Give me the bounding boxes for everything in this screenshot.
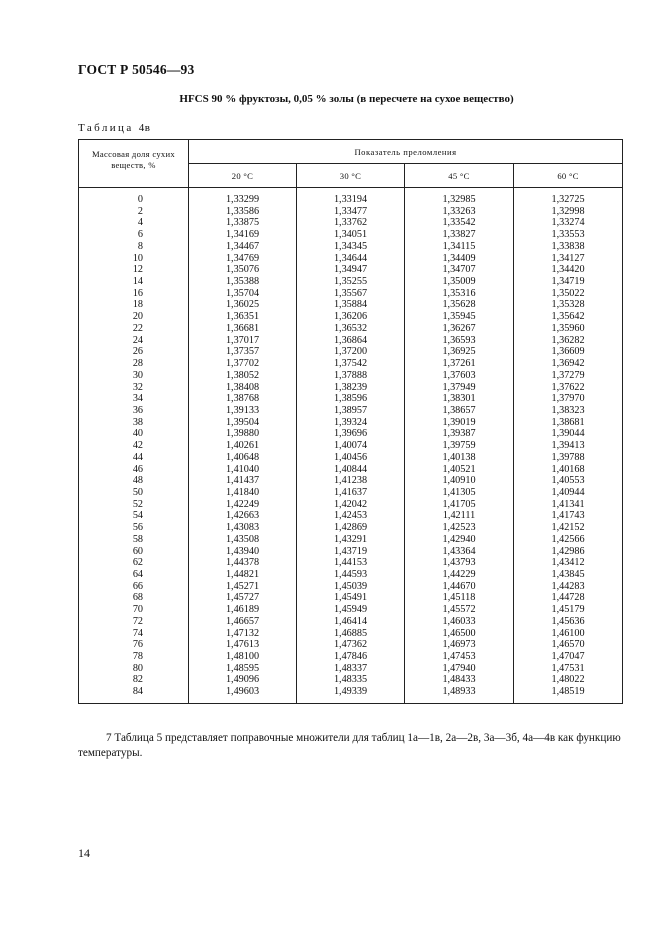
refractive-index-cell: 1,34169 (189, 229, 297, 241)
mass-fraction-cell: 54 (79, 510, 189, 522)
refractive-index-cell: 1,39413 (514, 440, 623, 452)
mass-fraction-cell: 40 (79, 428, 189, 440)
mass-fraction-cell: 16 (79, 288, 189, 300)
refractive-index-header: Показатель преломления (189, 140, 623, 164)
table-row (79, 288, 623, 300)
mass-fraction-cell: 44 (79, 452, 189, 464)
refractive-index-cell: 1,43719 (297, 546, 405, 558)
refractive-index-cell: 1,35316 (405, 288, 514, 300)
refractive-index-cell: 1,33263 (405, 206, 514, 218)
refractive-index-cell: 1,37279 (514, 370, 623, 382)
refractive-index-cell: 1,33762 (297, 217, 405, 229)
table-row (79, 651, 623, 663)
mass-fraction-cell: 4 (79, 217, 189, 229)
table-row (79, 546, 623, 558)
refractive-index-cell: 1,34051 (297, 229, 405, 241)
table-row (79, 417, 623, 429)
refractive-index-cell: 1,47846 (297, 651, 405, 663)
table-row (79, 323, 623, 335)
refractive-index-cell: 1,37970 (514, 393, 623, 405)
page-number: 14 (78, 846, 90, 860)
refractive-index-cell: 1,39019 (405, 417, 514, 429)
mass-fraction-cell: 26 (79, 346, 189, 358)
refractive-index-cell: 1,42566 (514, 534, 623, 546)
refractive-index-cell: 1,37542 (297, 358, 405, 370)
refractive-index-cell: 1,36267 (405, 323, 514, 335)
refractive-index-cell: 1,41437 (189, 475, 297, 487)
refractive-index-cell: 1,38323 (514, 405, 623, 417)
refractive-index-cell: 1,34409 (405, 253, 514, 265)
refractive-index-cell: 1,34707 (405, 264, 514, 276)
table-row (79, 616, 623, 628)
table-row (79, 592, 623, 604)
table-row (79, 499, 623, 511)
refractive-index-cell: 1,48337 (297, 663, 405, 675)
refractive-index-cell: 1,37017 (189, 335, 297, 347)
mass-fraction-cell: 46 (79, 464, 189, 476)
mass-fraction-cell: 58 (79, 534, 189, 546)
table-row (79, 405, 623, 417)
mass-fraction-cell: 76 (79, 639, 189, 651)
note-paragraph (78, 731, 626, 760)
refractive-index-cell: 1,42152 (514, 522, 623, 534)
refractive-index-cell: 1,38052 (189, 370, 297, 382)
refractive-index-cell: 1,48519 (514, 686, 623, 703)
refractive-index-cell: 1,37603 (405, 370, 514, 382)
refractive-index-cell: 1,40844 (297, 464, 405, 476)
table-row (79, 534, 623, 546)
temp-header-60: 60 °С (514, 164, 623, 188)
mass-fraction-cell: 28 (79, 358, 189, 370)
refractive-index-cell: 1,38408 (189, 382, 297, 394)
refractive-index-cell: 1,38768 (189, 393, 297, 405)
refractive-index-cell: 1,47047 (514, 651, 623, 663)
refractive-index-cell: 1,33838 (514, 241, 623, 253)
mass-fraction-cell: 64 (79, 569, 189, 581)
refractive-index-cell: 1,49603 (189, 686, 297, 703)
table-row (79, 358, 623, 370)
refractive-index-cell: 1,37622 (514, 382, 623, 394)
refractive-index-cell: 1,45572 (405, 604, 514, 616)
refractive-index-cell: 1,44229 (405, 569, 514, 581)
refractive-index-cell: 1,44593 (297, 569, 405, 581)
refractive-index-cell: 1,45039 (297, 581, 405, 593)
refractive-index-cell: 1,44283 (514, 581, 623, 593)
mass-fraction-cell: 10 (79, 253, 189, 265)
refractive-index-cell: 1,40456 (297, 452, 405, 464)
mass-fraction-cell: 66 (79, 581, 189, 593)
refractive-index-cell: 1,39324 (297, 417, 405, 429)
refractive-index-cell: 1,35704 (189, 288, 297, 300)
table-row (79, 346, 623, 358)
table-row (79, 206, 623, 218)
refractive-index-cell: 1,48335 (297, 674, 405, 686)
table-row (79, 253, 623, 265)
refractive-index-cell: 1,44378 (189, 557, 297, 569)
refractive-index-cell: 1,42111 (405, 510, 514, 522)
refractive-index-cell: 1,46885 (297, 628, 405, 640)
refractive-index-cell: 1,40138 (405, 452, 514, 464)
refractive-index-cell: 1,39696 (297, 428, 405, 440)
refractive-index-cell: 1,44153 (297, 557, 405, 569)
refractive-index-cell: 1,35388 (189, 276, 297, 288)
refractive-index-cell: 1,41305 (405, 487, 514, 499)
mass-fraction-cell: 30 (79, 370, 189, 382)
mass-fraction-cell: 6 (79, 229, 189, 241)
mass-fraction-cell: 12 (79, 264, 189, 276)
refractive-index-cell: 1,40944 (514, 487, 623, 499)
refractive-index-cell: 1,36351 (189, 311, 297, 323)
mass-fraction-cell: 80 (79, 663, 189, 675)
table-row (79, 569, 623, 581)
refractive-index-cell: 1,42986 (514, 546, 623, 558)
refractive-index-cell: 1,40910 (405, 475, 514, 487)
refractive-index-cell: 1,32985 (405, 188, 514, 206)
refractive-index-cell: 1,36609 (514, 346, 623, 358)
refractive-index-cell: 1,40648 (189, 452, 297, 464)
table-row (79, 428, 623, 440)
refractive-index-cell: 1,37200 (297, 346, 405, 358)
table-row (79, 299, 623, 311)
mass-fraction-cell: 0 (79, 188, 189, 206)
refractive-index-cell: 1,46570 (514, 639, 623, 651)
table-row (79, 393, 623, 405)
table-row (79, 464, 623, 476)
refractive-index-cell: 1,34644 (297, 253, 405, 265)
table-row (79, 663, 623, 675)
table-row (79, 188, 623, 206)
refractive-index-cell: 1,33299 (189, 188, 297, 206)
refractive-index-cell: 1,42249 (189, 499, 297, 511)
refractive-index-cell: 1,43940 (189, 546, 297, 558)
refractive-index-cell: 1,37888 (297, 370, 405, 382)
refractive-index-cell: 1,48100 (189, 651, 297, 663)
table-row (79, 229, 623, 241)
refractive-index-cell: 1,35328 (514, 299, 623, 311)
refractive-index-cell: 1,46414 (297, 616, 405, 628)
refractive-index-cell: 1,33553 (514, 229, 623, 241)
refractive-index-cell: 1,48433 (405, 674, 514, 686)
mass-fraction-cell: 42 (79, 440, 189, 452)
refractive-index-cell: 1,40553 (514, 475, 623, 487)
refractive-index-cell: 1,45179 (514, 604, 623, 616)
refractive-index-cell: 1,46033 (405, 616, 514, 628)
refractive-index-cell: 1,46973 (405, 639, 514, 651)
temp-header-45: 45 °С (405, 164, 514, 188)
refractive-index-cell: 1,46657 (189, 616, 297, 628)
refractive-index-cell: 1,36206 (297, 311, 405, 323)
refractive-index-cell: 1,49339 (297, 686, 405, 703)
refractive-index-cell: 1,34719 (514, 276, 623, 288)
mass-fraction-header: Массовая доля сухих веществ, % (79, 140, 189, 188)
table-label-word: Таблица (78, 122, 134, 134)
table-row (79, 581, 623, 593)
refractive-index-cell: 1,35076 (189, 264, 297, 276)
mass-fraction-cell: 24 (79, 335, 189, 347)
mass-fraction-cell: 52 (79, 499, 189, 511)
table-row (79, 276, 623, 288)
refractive-index-cell: 1,33827 (405, 229, 514, 241)
refractive-index-cell: 1,32998 (514, 206, 623, 218)
refractive-index-cell: 1,35255 (297, 276, 405, 288)
refractive-index-cell: 1,39880 (189, 428, 297, 440)
refractive-index-cell: 1,41040 (189, 464, 297, 476)
refractive-index-cell: 1,43083 (189, 522, 297, 534)
refractive-index-cell: 1,34467 (189, 241, 297, 253)
refractive-index-cell: 1,36864 (297, 335, 405, 347)
refractive-index-cell: 1,34115 (405, 241, 514, 253)
mass-fraction-cell: 82 (79, 674, 189, 686)
refractive-index-cell: 1,35022 (514, 288, 623, 300)
refractive-index-cell: 1,35945 (405, 311, 514, 323)
refractive-index-cell: 1,42453 (297, 510, 405, 522)
refractive-index-cell: 1,33477 (297, 206, 405, 218)
refractive-index-cell: 1,41238 (297, 475, 405, 487)
mass-fraction-cell: 14 (79, 276, 189, 288)
refractive-index-cell: 1,33875 (189, 217, 297, 229)
refractive-index-cell: 1,33586 (189, 206, 297, 218)
refraction-table (78, 139, 623, 704)
refractive-index-cell: 1,37357 (189, 346, 297, 358)
refractive-index-cell: 1,39044 (514, 428, 623, 440)
refractive-index-cell: 1,34420 (514, 264, 623, 276)
mass-fraction-cell: 22 (79, 323, 189, 335)
refractive-index-cell: 1,43793 (405, 557, 514, 569)
table-row (79, 604, 623, 616)
refractive-index-cell: 1,42523 (405, 522, 514, 534)
refractive-index-cell: 1,38957 (297, 405, 405, 417)
table-row (79, 217, 623, 229)
refractive-index-cell: 1,33542 (405, 217, 514, 229)
refractive-index-cell: 1,35009 (405, 276, 514, 288)
mass-fraction-cell: 72 (79, 616, 189, 628)
refractive-index-cell: 1,45727 (189, 592, 297, 604)
refractive-index-cell: 1,41743 (514, 510, 623, 522)
table-row (79, 335, 623, 347)
refractive-index-cell: 1,39387 (405, 428, 514, 440)
mass-fraction-cell: 18 (79, 299, 189, 311)
refractive-index-cell: 1,48933 (405, 686, 514, 703)
refractive-index-cell: 1,34947 (297, 264, 405, 276)
refractive-index-cell: 1,34345 (297, 241, 405, 253)
refractive-index-cell: 1,36942 (514, 358, 623, 370)
refractive-index-cell: 1,47531 (514, 663, 623, 675)
refractive-index-cell: 1,36532 (297, 323, 405, 335)
refractive-index-cell: 1,45118 (405, 592, 514, 604)
refractive-index-cell: 1,43364 (405, 546, 514, 558)
refractive-index-cell: 1,37702 (189, 358, 297, 370)
refractive-index-cell: 1,34769 (189, 253, 297, 265)
mass-fraction-cell: 50 (79, 487, 189, 499)
refractive-index-cell: 1,36681 (189, 323, 297, 335)
refractive-index-cell: 1,46189 (189, 604, 297, 616)
refractive-index-cell: 1,34127 (514, 253, 623, 265)
refractive-index-cell: 1,40521 (405, 464, 514, 476)
refractive-index-cell: 1,37261 (405, 358, 514, 370)
mass-fraction-cell: 62 (79, 557, 189, 569)
table-subtitle-text: HFCS 90 % фруктозы, 0,05 % золы (в пересчете на сухое вещество) (179, 93, 514, 105)
refractive-index-cell: 1,39788 (514, 452, 623, 464)
refractive-index-cell: 1,45271 (189, 581, 297, 593)
table-row (79, 557, 623, 569)
refractive-index-cell: 1,45949 (297, 604, 405, 616)
refractive-index-cell: 1,46100 (514, 628, 623, 640)
table-row (79, 370, 623, 382)
mass-fraction-cell: 8 (79, 241, 189, 253)
table-row (79, 639, 623, 651)
mass-fraction-cell: 34 (79, 393, 189, 405)
refractive-index-cell: 1,43412 (514, 557, 623, 569)
table-subtitle (0, 93, 661, 105)
mass-fraction-cell: 68 (79, 592, 189, 604)
refractive-index-cell: 1,44728 (514, 592, 623, 604)
table-row (79, 241, 623, 253)
refractive-index-cell: 1,41341 (514, 499, 623, 511)
mass-fraction-cell: 36 (79, 405, 189, 417)
refractive-index-cell: 1,38681 (514, 417, 623, 429)
refractive-index-cell: 1,41637 (297, 487, 405, 499)
mass-fraction-cell: 74 (79, 628, 189, 640)
mass-fraction-cell: 2 (79, 206, 189, 218)
refractive-index-cell: 1,42663 (189, 510, 297, 522)
table-row (79, 311, 623, 323)
refractive-index-cell: 1,36925 (405, 346, 514, 358)
mass-fraction-cell: 78 (79, 651, 189, 663)
refractive-index-cell: 1,40074 (297, 440, 405, 452)
refractive-index-cell: 1,40168 (514, 464, 623, 476)
mass-fraction-cell: 56 (79, 522, 189, 534)
refractive-index-cell: 1,48022 (514, 674, 623, 686)
mass-fraction-cell: 48 (79, 475, 189, 487)
refractive-index-cell: 1,33194 (297, 188, 405, 206)
document-header: ГОСТ Р 50546—93 (78, 62, 195, 77)
refractive-index-cell: 1,47132 (189, 628, 297, 640)
refractive-index-cell: 1,46500 (405, 628, 514, 640)
mass-fraction-cell: 20 (79, 311, 189, 323)
mass-fraction-cell: 32 (79, 382, 189, 394)
table-row (79, 264, 623, 276)
refractive-index-cell: 1,36593 (405, 335, 514, 347)
refractive-index-cell: 1,38239 (297, 382, 405, 394)
refractive-index-cell: 1,49096 (189, 674, 297, 686)
temp-header-30: 30 °С (297, 164, 405, 188)
refractive-index-cell: 1,44821 (189, 569, 297, 581)
refractive-index-cell: 1,41705 (405, 499, 514, 511)
temp-header-20: 20 °С (189, 164, 297, 188)
refractive-index-cell: 1,38596 (297, 393, 405, 405)
note-text: 7 Таблица 5 представляет поправочные множители для таблиц 1а—1в, 2а—2в, 3а—3б, 4а—4в как функцию температуры. (78, 732, 621, 759)
mass-fraction-cell: 60 (79, 546, 189, 558)
table-label-number: 4в (138, 122, 151, 134)
table-row (79, 510, 623, 522)
mass-fraction-cell: 70 (79, 604, 189, 616)
refractive-index-cell: 1,36282 (514, 335, 623, 347)
table-row (79, 440, 623, 452)
refractive-index-cell: 1,44670 (405, 581, 514, 593)
table-row (79, 522, 623, 534)
refractive-index-cell: 1,38301 (405, 393, 514, 405)
refractive-index-cell: 1,45636 (514, 616, 623, 628)
refractive-index-cell: 1,40261 (189, 440, 297, 452)
table-row (79, 628, 623, 640)
refractive-index-cell: 1,36025 (189, 299, 297, 311)
mass-fraction-cell: 38 (79, 417, 189, 429)
table-body (79, 188, 623, 704)
refractive-index-cell: 1,35642 (514, 311, 623, 323)
refractive-index-cell: 1,42940 (405, 534, 514, 546)
refractive-index-cell: 1,42869 (297, 522, 405, 534)
refractive-index-cell: 1,47362 (297, 639, 405, 651)
refractive-index-cell: 1,39133 (189, 405, 297, 417)
table-row (79, 382, 623, 394)
refractive-index-cell: 1,33274 (514, 217, 623, 229)
refractive-index-cell: 1,42042 (297, 499, 405, 511)
refractive-index-cell: 1,37949 (405, 382, 514, 394)
refractive-index-cell: 1,41840 (189, 487, 297, 499)
refractive-index-cell: 1,43508 (189, 534, 297, 546)
table-row (79, 686, 623, 703)
refractive-index-cell: 1,47453 (405, 651, 514, 663)
refractive-index-cell: 1,43845 (514, 569, 623, 581)
mass-fraction-cell: 84 (79, 686, 189, 703)
refractive-index-cell: 1,47613 (189, 639, 297, 651)
refractive-index-cell: 1,39504 (189, 417, 297, 429)
refractive-index-cell: 1,38657 (405, 405, 514, 417)
table-row (79, 475, 623, 487)
refractive-index-cell: 1,35628 (405, 299, 514, 311)
refractive-index-cell: 1,32725 (514, 188, 623, 206)
table-label (78, 122, 150, 134)
table-row (79, 487, 623, 499)
refractive-index-cell: 1,35960 (514, 323, 623, 335)
refractive-index-cell: 1,39759 (405, 440, 514, 452)
refractive-index-cell: 1,35884 (297, 299, 405, 311)
table-row (79, 674, 623, 686)
refractive-index-cell: 1,35567 (297, 288, 405, 300)
refractive-index-cell: 1,48595 (189, 663, 297, 675)
table-row (79, 452, 623, 464)
refractive-index-cell: 1,47940 (405, 663, 514, 675)
refractive-index-cell: 1,43291 (297, 534, 405, 546)
refractive-index-cell: 1,45491 (297, 592, 405, 604)
